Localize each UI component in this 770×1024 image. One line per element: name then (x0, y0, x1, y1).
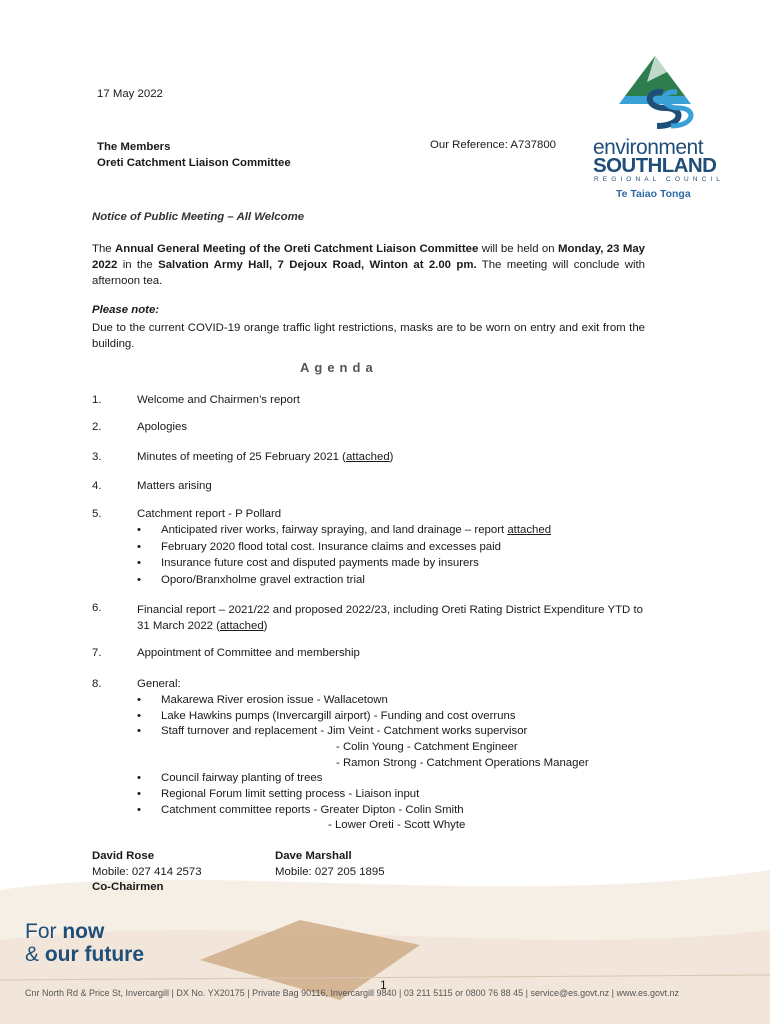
agenda-title: Agenda (300, 360, 378, 375)
agenda-item-text: Catchment report - P Pollard (137, 508, 282, 520)
text-run: ) (389, 451, 394, 463)
signatory-name: David Rose (92, 850, 155, 862)
text-run: Monday, 23 May 2022 (92, 243, 645, 271)
bullet-icon: • (137, 804, 141, 816)
agenda-item-text: Apologies (137, 421, 188, 433)
bullet-icon: • (137, 694, 141, 706)
environment-southland-logo (585, 52, 735, 207)
bullet-icon: • (137, 524, 141, 536)
tagline-line (25, 920, 144, 943)
text-run: Makarewa River erosion issue - Wallacetown (161, 694, 388, 706)
signatory-name: Dave Marshall (275, 850, 352, 862)
covid-paragraph: Due to the current COVID-19 orange traffic light restrictions, masks are to be worn on entry and exit from the building. (92, 322, 645, 350)
bullet-icon: • (137, 725, 141, 737)
bullet-icon: • (137, 772, 141, 784)
text-run: The (92, 243, 116, 255)
tagline-line (25, 943, 144, 966)
text-run: Anticipated river works, fairway spraying, and land drainage – report (161, 524, 508, 536)
reference-number: Our Reference: A737800 (430, 139, 557, 151)
text-run: Council fairway planting of trees (161, 772, 323, 784)
text-run: Minutes of meeting of 25 February 2021 ( (137, 451, 346, 463)
logo-word-southland: SOUTHLAND (593, 154, 717, 177)
bullet-icon: • (137, 788, 141, 800)
text-run: Salvation Army Hall, 7 Dejoux Road, Winton at 2.00 pm. (158, 259, 477, 271)
bullet-icon: • (137, 541, 141, 553)
recipient-line: The Members (97, 141, 171, 153)
bullet-icon: • (137, 557, 141, 569)
logo-word-te-taiao-tonga: Te Taiao Tonga (616, 188, 691, 200)
agenda-item-number: 6. (92, 602, 102, 614)
agenda-item-text (137, 602, 643, 634)
logo-emblem-icon (585, 52, 735, 137)
signatory-role: Co-Chairmen (92, 881, 164, 893)
recipient-block (97, 139, 291, 171)
agenda-item-number: 7. (92, 647, 102, 659)
recipient-line: Oreti Catchment Liaison Committee (97, 157, 291, 169)
agenda-item-number: 2. (92, 421, 102, 433)
staff-sub-line: - Colin Young - Catchment Engineer (336, 741, 518, 753)
agenda-item-number: 1. (92, 394, 102, 406)
footer-tagline (25, 920, 144, 966)
please-note-heading: Please note: (92, 304, 160, 316)
text-run: Oporo/Branxholme gravel extraction trial (161, 574, 365, 586)
agenda-item-text (137, 451, 393, 463)
text-run: now (62, 920, 105, 943)
logo-word-environment: environment (593, 136, 704, 159)
agenda-item-text: Welcome and Chairmen’s report (137, 394, 300, 406)
text-run: Catchment committee reports - Greater Dipton - Colin Smith (161, 804, 464, 816)
text-run: The meeting will conclude with afternoon tea. (92, 259, 645, 287)
meeting-paragraph (92, 241, 645, 289)
agenda-item-text: Matters arising (137, 480, 212, 492)
bullet-icon: • (137, 574, 141, 586)
text-run: Regional Forum limit setting process - Liaison input (161, 788, 420, 800)
agenda-item-number: 5. (92, 508, 102, 520)
text-run: & (25, 943, 45, 966)
page-number: 1 (380, 978, 387, 992)
text-run: ) (263, 620, 268, 632)
letter-date: 17 May 2022 (97, 88, 163, 100)
agenda-item-number: 3. (92, 451, 102, 463)
signatory-mobile: Mobile: 027 414 2573 (92, 866, 202, 878)
text-run: Lake Hawkins pumps (Invercargill airport) - Funding and cost overruns (161, 710, 516, 722)
agenda-item-text: Appointment of Committee and membership (137, 647, 360, 659)
text-run: February 2020 flood total cost. Insurance claims and excesses paid (161, 541, 502, 553)
footer-contact-line: Cnr North Rd & Price St, Invercargill | DX No. YX20175 | Private Bag 90116, Invercargill 9840 | 03 211 5115 or 0800 76 88 45 | service@es.govt.nz | www.es.govt.nz (25, 988, 680, 998)
staff-sub-line: - Ramon Strong - Catchment Operations Manager (336, 757, 589, 769)
attached-link[interactable]: attached (507, 524, 552, 536)
text-run: our future (44, 943, 144, 966)
logo-word-regional-council: REGIONAL COUNCIL (594, 176, 725, 183)
agenda-item-number: 8. (92, 678, 102, 690)
committee-sub-line: - Lower Oreti - Scott Whyte (328, 819, 466, 831)
text-run: Annual General Meeting of the Oreti Catchment Liaison Committee (115, 243, 479, 255)
bullet-icon: • (137, 710, 141, 722)
text-run: will be held on (478, 243, 559, 255)
text-run: For (25, 920, 63, 943)
text-run: in the (117, 259, 159, 271)
agenda-item-number: 4. (92, 480, 102, 492)
text-run: Staff turnover and replacement - Jim Veint - Catchment works supervisor (161, 725, 528, 737)
text-run: Financial report – 2021/22 and proposed 2022/23, including Oreti Rating District Expenditure YTD to 31 March 2022 ( (137, 604, 643, 632)
notice-heading: Notice of Public Meeting – All Welcome (92, 211, 305, 223)
signatory-mobile: Mobile: 027 205 1895 (275, 866, 385, 878)
text-run: Insurance future cost and disputed payments made by insurers (161, 557, 479, 569)
attached-link[interactable]: attached (345, 451, 390, 463)
agenda-item-text: General: (137, 678, 181, 690)
attached-link[interactable]: attached (219, 620, 264, 632)
